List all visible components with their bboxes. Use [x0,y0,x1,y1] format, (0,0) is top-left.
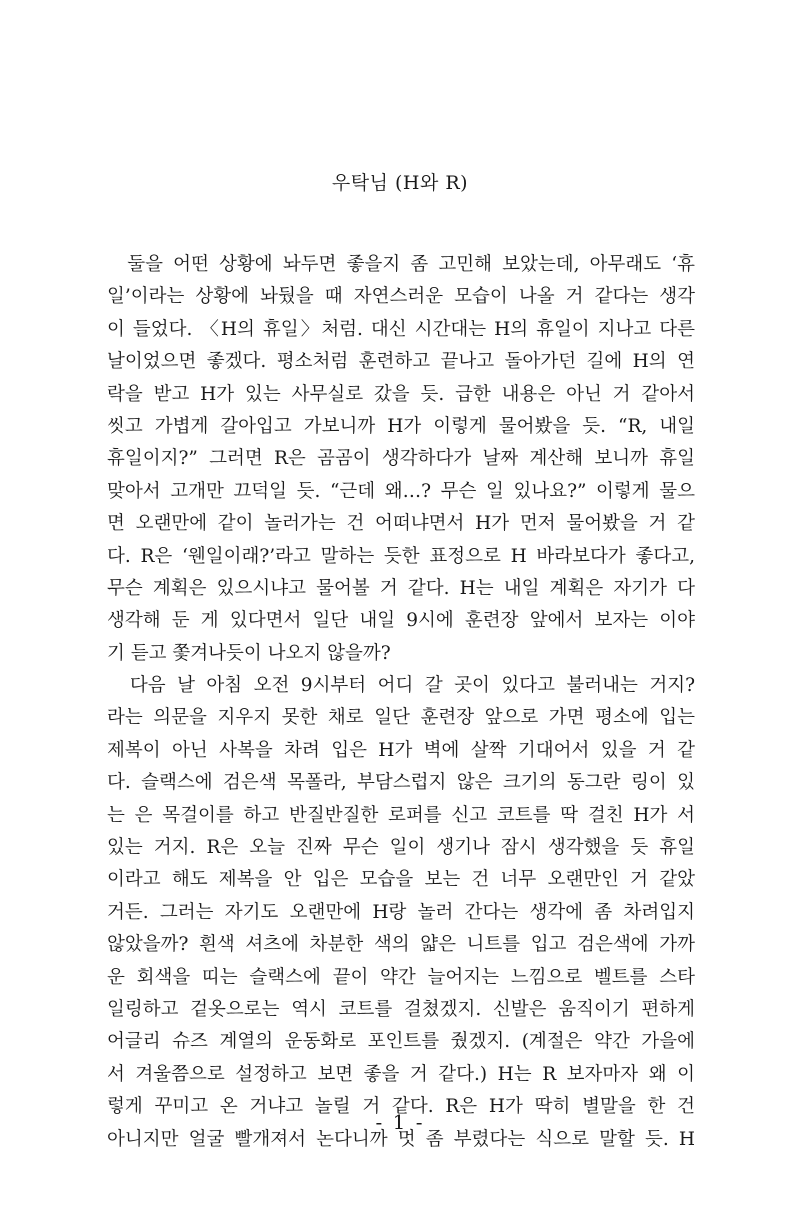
text-line: 무슨 계획은 있으시냐고 물어볼 거 같다. H는 내일 계획은 자기가 다 [107,577,695,599]
page-number: - 1 - [375,1110,425,1134]
text-line: 제복이 아닌 사복을 차려 입은 H가 벽에 살짝 기대어서 있을 거 같 [107,739,695,761]
text-line: 둘을 어떤 상황에 놔두면 좋을지 좀 고민해 보았는데, 아무래도 ‘휴 [107,254,695,275]
text-line: 거든. 그러는 자기도 오랜만에 H랑 놀러 간다는 생각에 좀 차려입지 [107,901,695,923]
text-line: 씻고 가볍게 갈아입고 가보니까 H가 이렇게 물어봤을 듯. “R, 내일 [107,415,695,437]
text-line: 면 오랜만에 같이 놀러가는 건 어떠냐면서 H가 먼저 물어봤을 거 같 [107,513,695,535]
text-line: 이 들었다. 〈H의 휴일〉처럼. 대신 시간대는 H의 휴일이 지나고 다른 [107,318,695,340]
text-line: 기 듣고 쫓겨나듯이 나오지 않을까? [107,642,391,664]
text-line: 맞아서 고개만 끄덕일 듯. “근데 왜…? 무슨 일 있나요?” 이렇게 물으 [107,480,695,502]
text-line: 있는 거지. R은 오늘 진짜 무슨 일이 생기나 잠시 생각했을 듯 휴일 [107,837,695,859]
text-line: 라는 의문을 지우지 못한 채로 일단 훈련장 앞으로 가면 평소에 입는 [107,707,695,729]
text-line: 락을 받고 H가 있는 사무실로 갔을 듯. 급한 내용은 아닌 거 같아서 [107,383,695,405]
text-line: 다. 슬랙스에 검은색 목폴라, 부담스럽지 않은 크기의 동그란 링이 있 [107,772,695,794]
text-line: 운 회색을 띠는 슬랙스에 끝이 약간 늘어지는 느낌으로 벨트를 스타 [107,966,695,988]
text-line: 어글리 슈즈 계열의 운동화로 포인트를 줬겠지. (계절은 약간 가을에 [107,1031,695,1053]
document-title: 우탁님 (H와 R) [331,172,469,194]
text-line: 는 은 목걸이를 하고 반질반질한 로퍼를 신고 코트를 딱 걸친 H가 서 [107,804,695,826]
text-line: 휴일이지?” 그러면 R은 곰곰이 생각하다가 날짜 계산해 보니까 휴일 [107,448,695,470]
text-line: 렇게 꾸미고 온 거냐고 놀릴 거 같다. R은 H가 딱히 별말을 한 건 [107,1096,695,1118]
text-line: 생각해 둔 게 있다면서 일단 내일 9시에 훈련장 앞에서 보자는 이야 [107,610,695,632]
text-line: 이라고 해도 제복을 안 입은 모습을 보는 건 너무 오랜만인 거 같았 [107,869,695,891]
text-line: 다. R은 ‘웬일이래?’라고 말하는 듯한 표정으로 H 바라보다가 좋다고, [107,545,695,567]
text-line: 날이었으면 좋겠다. 평소처럼 훈련하고 끝나고 돌아가던 길에 H의 연 [107,351,695,373]
text-line: 아니지만 얼굴 빨개져서 논다니까 멋 좀 부렸다는 식으로 말할 듯. H [107,1128,695,1150]
body-text [107,249,695,1156]
text-line: 일링하고 겉옷으로는 역시 코트를 걸쳤겠지. 신발은 움직이기 편하게 [107,998,695,1020]
text-line: 일’이라는 상황에 놔뒀을 때 자연스러운 모습이 나올 거 같다는 생각 [107,286,695,308]
text-line: 서 겨울쯤으로 설정하고 보면 좋을 거 같다.) H는 R 보자마자 왜 이 [107,1063,695,1085]
text-line: 않았을까? 흰색 셔츠에 차분한 색의 얇은 니트를 입고 검은색에 가까 [107,934,695,956]
text-line: 다음 날 아침 오전 9시부터 어디 갈 곳이 있다고 불러내는 거지? [107,675,695,697]
